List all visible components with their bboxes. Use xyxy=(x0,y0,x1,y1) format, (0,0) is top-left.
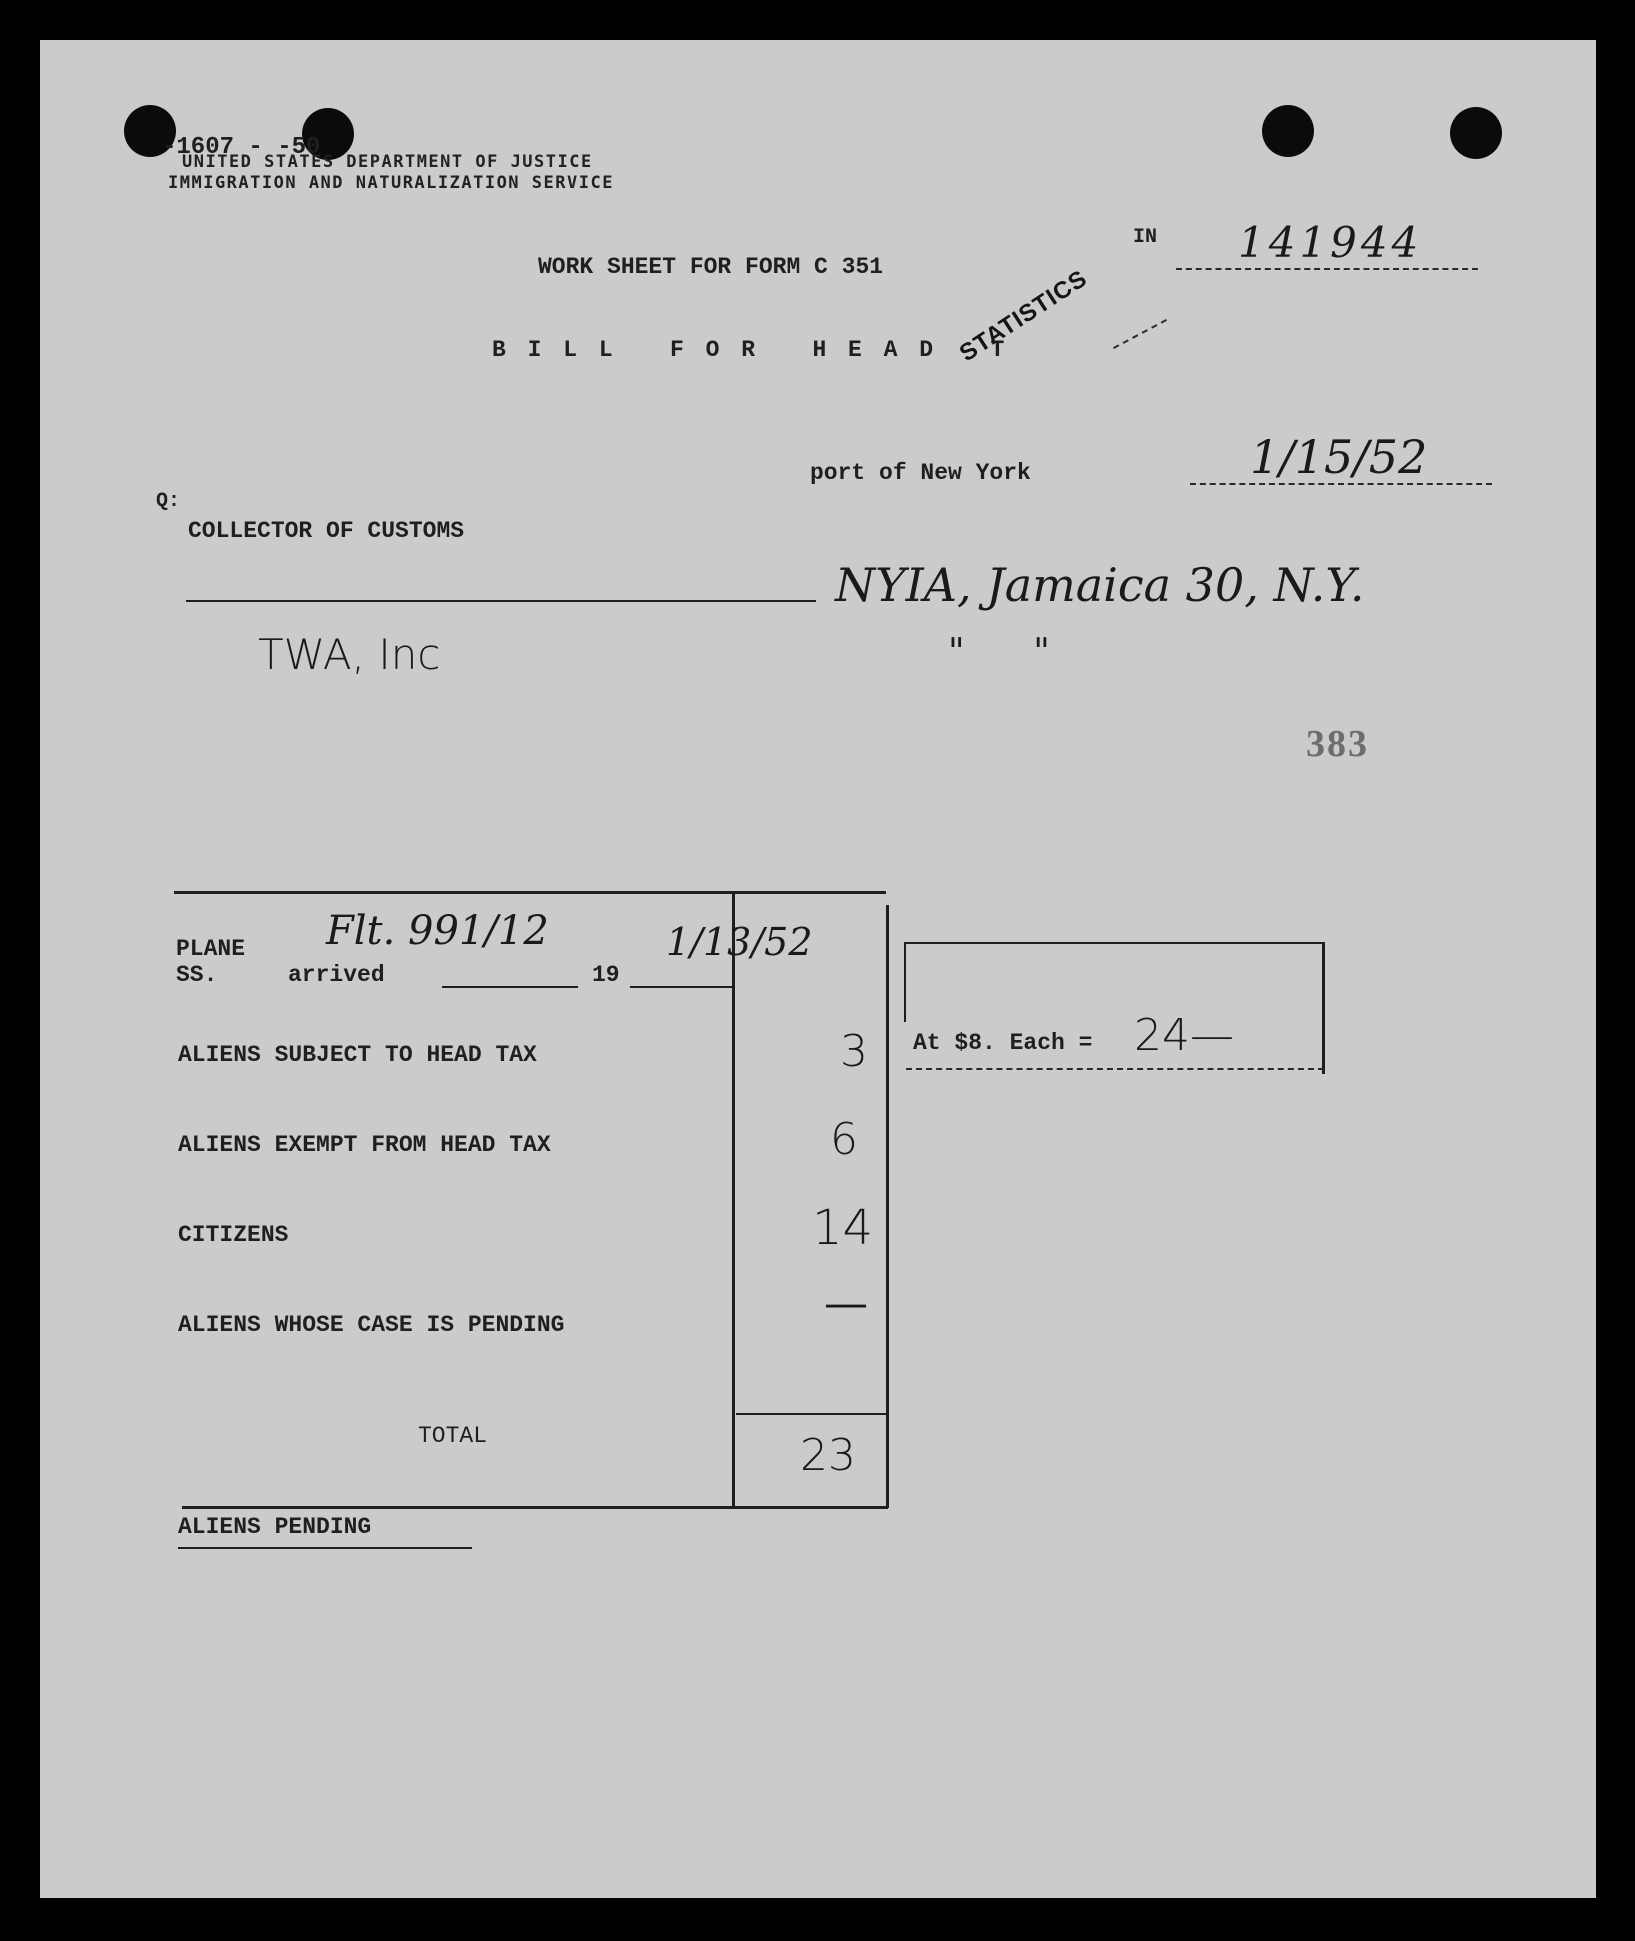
tax-box-bottom xyxy=(906,1068,1324,1070)
year-line xyxy=(630,986,732,988)
total-label: TOTAL xyxy=(418,1423,488,1449)
form-number: -1607 - -50 xyxy=(162,134,321,161)
table-column-left-border xyxy=(732,891,735,1508)
port-date: 1/15/52 xyxy=(1250,430,1428,484)
statistics-stamp: STATISTICS xyxy=(954,264,1093,368)
table-column-right-border xyxy=(886,905,889,1508)
page-number: 383 xyxy=(1306,723,1369,765)
to-label: Q: xyxy=(156,490,181,513)
arrived-line xyxy=(442,986,578,988)
department-line-1: UNITED STATES DEPARTMENT OF JUSTICE xyxy=(182,152,593,172)
flight-handwritten: Flt. 991/12 xyxy=(326,908,549,954)
arrival-date-handwritten: 1/13/52 xyxy=(666,920,813,964)
port-label: port of New York xyxy=(810,460,1031,486)
bill-for-head-tax-title: B I L L F O R H E A D T xyxy=(492,337,1009,363)
year-prefix: 19 xyxy=(592,962,620,988)
tax-box-top xyxy=(904,942,1324,944)
recipient-line xyxy=(186,600,816,602)
company-handwritten: TWA, Inc xyxy=(258,630,441,679)
ss-label: SS. xyxy=(176,962,218,988)
in-number-line xyxy=(1176,268,1478,270)
tax-amount: 24— xyxy=(1134,1010,1234,1061)
tax-box-right xyxy=(1322,942,1325,1074)
row-value-pending: — xyxy=(824,1278,868,1329)
row-value-subject: 3 xyxy=(840,1026,868,1077)
punch-hole-right-2 xyxy=(1450,107,1502,159)
aliens-pending-line xyxy=(178,1547,472,1549)
row-label-citizens: CITIZENS xyxy=(178,1222,289,1248)
department-line-2: IMMIGRATION AND NATURALIZATION SERVICE xyxy=(168,173,614,193)
in-label: IN xyxy=(1133,226,1158,249)
ditto-marks: " " xyxy=(948,632,1050,673)
row-label-subject: ALIENS SUBJECT TO HEAD TAX xyxy=(178,1042,537,1068)
plane-label: PLANE xyxy=(176,936,246,962)
document-page xyxy=(40,40,1596,1898)
aliens-pending-label: ALIENS PENDING xyxy=(178,1514,372,1540)
table-bottom-line xyxy=(182,1506,888,1509)
location-handwritten: NYIA, Jamaica 30, N.Y. xyxy=(835,558,1365,612)
row-label-pending: ALIENS WHOSE CASE IS PENDING xyxy=(178,1312,565,1338)
subtotal-line xyxy=(736,1413,888,1415)
in-number-value: 141944 xyxy=(1238,218,1423,267)
recipient-label: COLLECTOR OF CUSTOMS xyxy=(188,518,465,544)
work-sheet-title: WORK SHEET FOR FORM C 351 xyxy=(538,254,884,280)
port-date-line xyxy=(1190,483,1492,485)
punch-hole-right-1 xyxy=(1262,105,1314,157)
arrived-label: arrived xyxy=(288,962,385,988)
row-value-citizens: 14 xyxy=(812,1200,874,1256)
tax-box-left xyxy=(904,942,906,1022)
row-label-exempt: ALIENS EXEMPT FROM HEAD TAX xyxy=(178,1132,551,1158)
tax-rate-label: At $8. Each = xyxy=(913,1030,1093,1056)
stamp-underline xyxy=(1113,319,1167,349)
total-value: 23 xyxy=(800,1430,856,1481)
table-top-line xyxy=(174,891,886,894)
row-value-exempt: 6 xyxy=(830,1114,858,1165)
